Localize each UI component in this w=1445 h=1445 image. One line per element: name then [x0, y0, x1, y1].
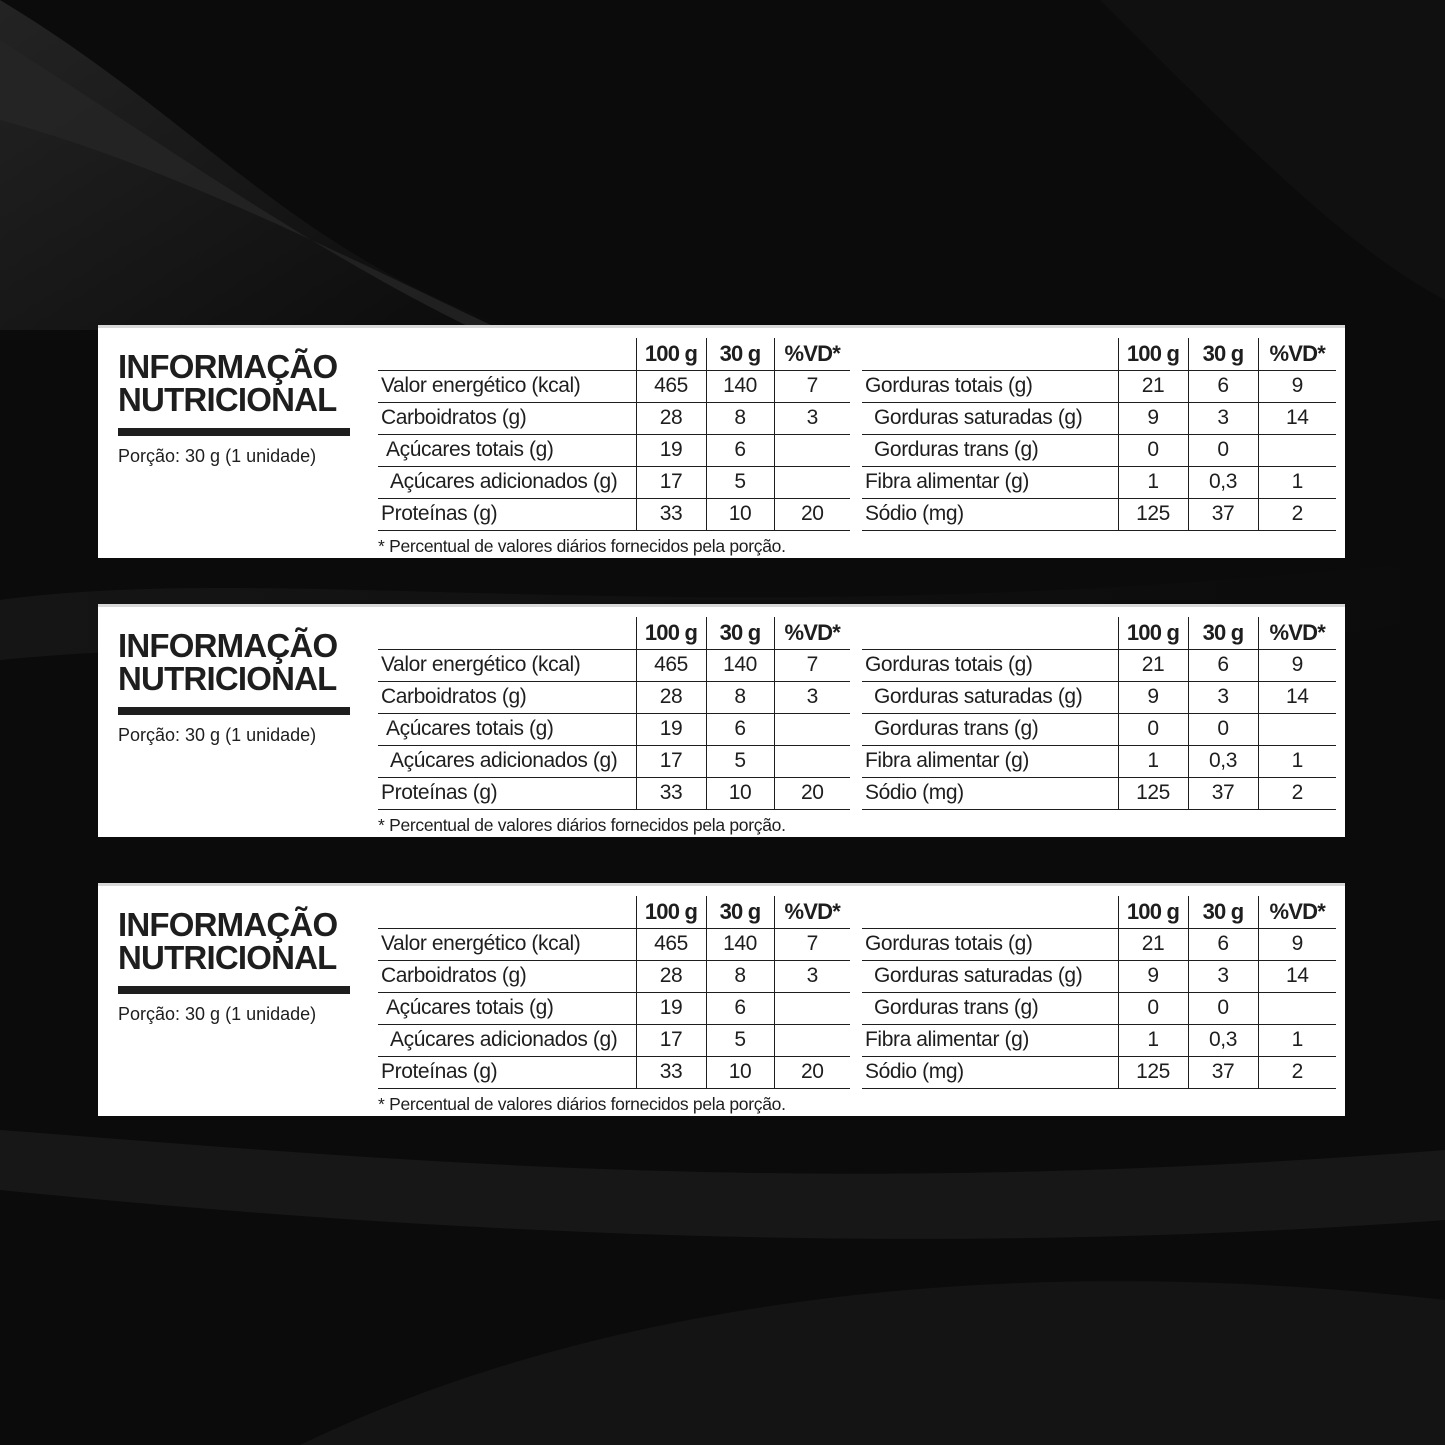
value-vd [774, 466, 850, 498]
table-row [862, 992, 1336, 1024]
header-30g: 30 g [706, 338, 774, 370]
header-vd: %VD* [1258, 896, 1336, 928]
value-100g: 17 [636, 1024, 706, 1056]
value-vd [1258, 992, 1336, 1024]
value-30g: 0 [1188, 434, 1258, 466]
value-100g: 0 [1118, 713, 1188, 745]
nutrient-label: Gorduras trans (g) [862, 713, 1118, 745]
header-100g: 100 g [636, 338, 706, 370]
nutrition-table-right [862, 338, 1336, 531]
table-row [378, 681, 850, 713]
header-100g: 100 g [636, 896, 706, 928]
nutrient-label: Sódio (mg) [862, 498, 1118, 530]
table-header-row [862, 617, 1336, 649]
value-100g: 125 [1118, 1056, 1188, 1088]
value-vd [774, 434, 850, 466]
value-100g: 28 [636, 681, 706, 713]
value-100g: 0 [1118, 992, 1188, 1024]
header-30g: 30 g [706, 617, 774, 649]
value-100g: 1 [1118, 745, 1188, 777]
nutrient-label: Fibra alimentar (g) [862, 466, 1118, 498]
value-100g: 9 [1118, 402, 1188, 434]
nutrient-label: Gorduras totais (g) [862, 370, 1118, 402]
value-100g: 21 [1118, 649, 1188, 681]
value-100g: 19 [636, 992, 706, 1024]
table-row [378, 1024, 850, 1056]
value-30g: 3 [1188, 402, 1258, 434]
value-30g: 6 [1188, 370, 1258, 402]
value-100g: 1 [1118, 466, 1188, 498]
value-30g: 5 [706, 745, 774, 777]
value-vd [774, 713, 850, 745]
value-30g: 5 [706, 466, 774, 498]
nutrition-title-block [118, 350, 350, 467]
portion-text: Porção: 30 g (1 unidade) [118, 1004, 317, 1024]
value-vd [1258, 434, 1336, 466]
footnote: * Percentual de valores diários fornecidos pela porção. [378, 815, 786, 835]
nutrient-label: Gorduras trans (g) [862, 992, 1118, 1024]
nutrient-label: Carboidratos (g) [378, 402, 636, 434]
value-100g: 465 [636, 370, 706, 402]
nutrient-label: Açúcares totais (g) [378, 992, 636, 1024]
value-vd: 1 [1258, 466, 1336, 498]
value-vd: 3 [774, 960, 850, 992]
header-vd: %VD* [1258, 617, 1336, 649]
nutrient-label: Proteínas (g) [378, 498, 636, 530]
nutrition-label-panel [98, 883, 1345, 1116]
table-row [862, 777, 1336, 809]
table-row [862, 928, 1336, 960]
value-vd: 3 [774, 681, 850, 713]
header-100g: 100 g [1118, 617, 1188, 649]
value-30g: 0 [1188, 992, 1258, 1024]
value-vd: 1 [1258, 1024, 1336, 1056]
value-vd: 1 [1258, 745, 1336, 777]
table-row [378, 992, 850, 1024]
table-row [862, 402, 1336, 434]
table-row [862, 498, 1336, 530]
nutrient-label: Valor energético (kcal) [378, 370, 636, 402]
value-100g: 33 [636, 777, 706, 809]
table-row [862, 370, 1336, 402]
value-30g: 10 [706, 498, 774, 530]
nutrition-table-left [378, 338, 850, 531]
value-30g: 8 [706, 960, 774, 992]
portion-text: Porção: 30 g (1 unidade) [118, 446, 317, 466]
value-vd: 7 [774, 649, 850, 681]
value-vd [774, 745, 850, 777]
value-30g: 37 [1188, 1056, 1258, 1088]
value-vd: 14 [1258, 960, 1336, 992]
value-vd: 14 [1258, 681, 1336, 713]
nutrient-label: Proteínas (g) [378, 777, 636, 809]
nutrient-label: Gorduras totais (g) [862, 649, 1118, 681]
value-vd: 7 [774, 928, 850, 960]
value-30g: 37 [1188, 498, 1258, 530]
nutrient-label: Valor energético (kcal) [378, 928, 636, 960]
table-row [862, 681, 1336, 713]
table-row [378, 649, 850, 681]
value-100g: 17 [636, 466, 706, 498]
value-vd [774, 992, 850, 1024]
value-vd: 2 [1258, 498, 1336, 530]
value-100g: 33 [636, 498, 706, 530]
nutrition-table-left [378, 896, 850, 1089]
table-row [862, 649, 1336, 681]
title-line-1: INFORMAÇÃO [118, 906, 338, 943]
value-vd: 20 [774, 498, 850, 530]
value-30g: 140 [706, 928, 774, 960]
table-header-row [862, 896, 1336, 928]
header-30g: 30 g [1188, 896, 1258, 928]
nutrition-table-left [378, 617, 850, 810]
nutrition-title-block [118, 629, 350, 746]
title-underline [118, 986, 350, 994]
nutrient-label: Gorduras saturadas (g) [862, 960, 1118, 992]
value-100g: 465 [636, 649, 706, 681]
nutrient-label: Fibra alimentar (g) [862, 745, 1118, 777]
table-row [378, 434, 850, 466]
table-row [862, 434, 1336, 466]
header-100g: 100 g [1118, 338, 1188, 370]
footnote: * Percentual de valores diários fornecidos pela porção. [378, 536, 786, 556]
table-row [378, 1056, 850, 1088]
value-vd: 2 [1258, 777, 1336, 809]
header-vd: %VD* [1258, 338, 1336, 370]
value-100g: 125 [1118, 777, 1188, 809]
nutrition-label-panel [98, 604, 1345, 837]
header-blank [378, 338, 636, 370]
portion-text: Porção: 30 g (1 unidade) [118, 725, 317, 745]
value-30g: 6 [706, 992, 774, 1024]
value-100g: 0 [1118, 434, 1188, 466]
header-blank [862, 617, 1118, 649]
table-header-row [862, 338, 1336, 370]
value-30g: 8 [706, 681, 774, 713]
value-100g: 125 [1118, 498, 1188, 530]
value-vd [774, 1024, 850, 1056]
value-100g: 21 [1118, 370, 1188, 402]
nutrient-label: Carboidratos (g) [378, 960, 636, 992]
nutrient-label: Gorduras saturadas (g) [862, 681, 1118, 713]
header-blank [378, 617, 636, 649]
table-row [378, 402, 850, 434]
table-header-row [378, 896, 850, 928]
table-row [862, 713, 1336, 745]
table-row [378, 713, 850, 745]
value-30g: 8 [706, 402, 774, 434]
value-100g: 28 [636, 402, 706, 434]
value-vd: 14 [1258, 402, 1336, 434]
table-row [862, 466, 1336, 498]
header-vd: %VD* [774, 896, 850, 928]
value-vd: 2 [1258, 1056, 1336, 1088]
value-30g: 5 [706, 1024, 774, 1056]
header-100g: 100 g [636, 617, 706, 649]
value-100g: 33 [636, 1056, 706, 1088]
value-30g: 37 [1188, 777, 1258, 809]
title-line-2: NUTRICIONAL [118, 381, 337, 418]
value-30g: 0,3 [1188, 466, 1258, 498]
nutrient-label: Açúcares totais (g) [378, 713, 636, 745]
nutrient-label: Sódio (mg) [862, 777, 1118, 809]
table-row [378, 370, 850, 402]
value-vd: 3 [774, 402, 850, 434]
value-100g: 9 [1118, 960, 1188, 992]
value-30g: 6 [1188, 649, 1258, 681]
header-blank [862, 338, 1118, 370]
nutrient-label: Fibra alimentar (g) [862, 1024, 1118, 1056]
value-30g: 6 [1188, 928, 1258, 960]
value-vd: 20 [774, 777, 850, 809]
nutrition-title-block [118, 908, 350, 1025]
title-line-1: INFORMAÇÃO [118, 348, 338, 385]
value-30g: 140 [706, 649, 774, 681]
nutrient-label: Açúcares adicionados (g) [378, 466, 636, 498]
nutrient-label: Gorduras totais (g) [862, 928, 1118, 960]
nutrient-label: Valor energético (kcal) [378, 649, 636, 681]
value-30g: 0 [1188, 713, 1258, 745]
header-vd: %VD* [774, 617, 850, 649]
nutrient-label: Açúcares adicionados (g) [378, 1024, 636, 1056]
header-blank [862, 896, 1118, 928]
footnote: * Percentual de valores diários fornecidos pela porção. [378, 1094, 786, 1114]
table-row [378, 960, 850, 992]
table-row [378, 777, 850, 809]
value-vd: 9 [1258, 928, 1336, 960]
nutrient-label: Sódio (mg) [862, 1056, 1118, 1088]
nutrient-label: Açúcares totais (g) [378, 434, 636, 466]
value-100g: 465 [636, 928, 706, 960]
title-line-2: NUTRICIONAL [118, 939, 337, 976]
value-vd: 9 [1258, 370, 1336, 402]
value-30g: 3 [1188, 960, 1258, 992]
value-30g: 10 [706, 1056, 774, 1088]
value-30g: 140 [706, 370, 774, 402]
header-blank [378, 896, 636, 928]
value-30g: 0,3 [1188, 745, 1258, 777]
nutrition-table-right [862, 896, 1336, 1089]
nutrient-label: Carboidratos (g) [378, 681, 636, 713]
value-100g: 9 [1118, 681, 1188, 713]
table-row [378, 498, 850, 530]
value-100g: 21 [1118, 928, 1188, 960]
title-line-2: NUTRICIONAL [118, 660, 337, 697]
table-row [862, 960, 1336, 992]
value-100g: 19 [636, 713, 706, 745]
nutrient-label: Gorduras saturadas (g) [862, 402, 1118, 434]
value-vd [1258, 713, 1336, 745]
table-row [862, 745, 1336, 777]
table-row [378, 466, 850, 498]
table-row [378, 745, 850, 777]
value-100g: 28 [636, 960, 706, 992]
table-row [862, 1024, 1336, 1056]
table-header-row [378, 617, 850, 649]
title-line-1: INFORMAÇÃO [118, 627, 338, 664]
nutrition-table-right [862, 617, 1336, 810]
value-30g: 3 [1188, 681, 1258, 713]
header-30g: 30 g [1188, 338, 1258, 370]
value-30g: 10 [706, 777, 774, 809]
header-30g: 30 g [1188, 617, 1258, 649]
header-100g: 100 g [1118, 896, 1188, 928]
value-vd: 9 [1258, 649, 1336, 681]
title-underline [118, 707, 350, 715]
nutrition-label-panel [98, 325, 1345, 558]
table-row [862, 1056, 1336, 1088]
value-100g: 19 [636, 434, 706, 466]
value-30g: 6 [706, 713, 774, 745]
header-vd: %VD* [774, 338, 850, 370]
header-30g: 30 g [706, 896, 774, 928]
nutrient-label: Açúcares adicionados (g) [378, 745, 636, 777]
value-vd: 7 [774, 370, 850, 402]
nutrient-label: Gorduras trans (g) [862, 434, 1118, 466]
table-header-row [378, 338, 850, 370]
value-100g: 17 [636, 745, 706, 777]
table-row [378, 928, 850, 960]
value-100g: 1 [1118, 1024, 1188, 1056]
value-30g: 0,3 [1188, 1024, 1258, 1056]
title-underline [118, 428, 350, 436]
nutrient-label: Proteínas (g) [378, 1056, 636, 1088]
value-vd: 20 [774, 1056, 850, 1088]
value-30g: 6 [706, 434, 774, 466]
